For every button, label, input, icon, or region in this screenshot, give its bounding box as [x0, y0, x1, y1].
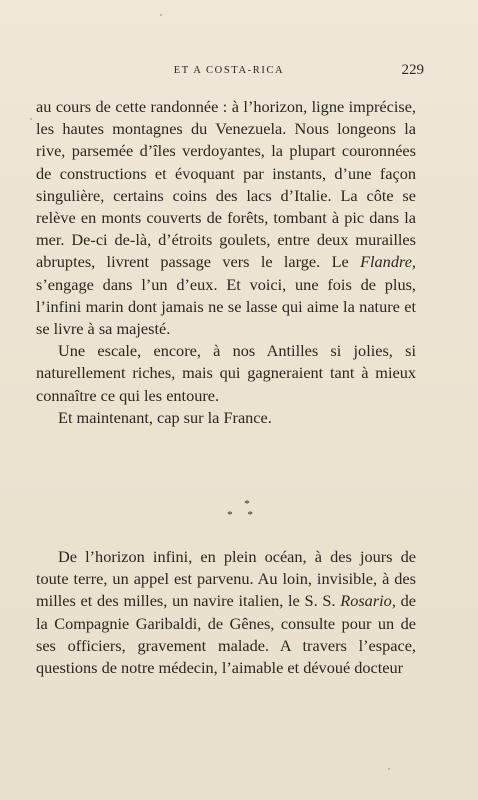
asterism-bottom: * * [227, 509, 259, 521]
paragraph-2: Une escale, encore, à nos Antilles si jolies, si naturellement riches, mais qui gagneraient tant à mieux connaître ce qui les entoure. [36, 341, 416, 405]
paragraph-3: Et maintenant, cap sur la France. [58, 407, 272, 427]
page-number: 229 [401, 62, 424, 78]
text-block-section-2 [36, 546, 416, 679]
text-block-main [36, 96, 416, 429]
running-head: ET A COSTA-RICA [173, 65, 285, 76]
paragraph-4 [36, 546, 416, 679]
paragraph-1-tail: s’engage dans l’un d’eux. Et voici, une fois de plus, l’infini marin dont jamais ne se lasse qui aime la nature et se livre à sa majesté. [36, 274, 416, 339]
paragraph-4-text: De l’horizon infini, en plein océan, à des jours de toute terre, un appel est parvenu. Au loin, invisible, à des milles et des milles, un navire italien, le S. S. [36, 547, 416, 611]
paragraph-4-tail: de la Compagnie Garibaldi, de Gênes, consulte pour un de ses officiers, gravement malade. A travers l’espace, questions de notre médecin, l’aimable et dévoué docteur [36, 591, 416, 678]
paper-speck [160, 14, 162, 16]
paper-speck [30, 118, 32, 120]
paragraph-1 [36, 96, 416, 340]
paper-speck [388, 768, 390, 770]
asterism-top: * [244, 498, 250, 510]
ship-name-flandre: Flandre, [360, 252, 416, 272]
section-asterism [0, 499, 478, 521]
paragraph-1-text: au cours de cette randonnée : à l’horizon, ligne imprécise, les hautes montagnes du Venezuela. Nous longeons la rive, parsemée d’îles verdoyantes, la plupart couronnées de constructions et évoquant par instants, d’une façon singulière, certains coins des lacs d’Italie. La côte se relève en monts couverts de forêts, tombant à pic dans la mer. De-ci de-là, d’étroits goulets, entre deux murailles abruptes, livrent passage vers le large. Le [36, 97, 416, 272]
page-header [34, 62, 424, 82]
ship-name-rosario: Rosario, [340, 591, 396, 611]
